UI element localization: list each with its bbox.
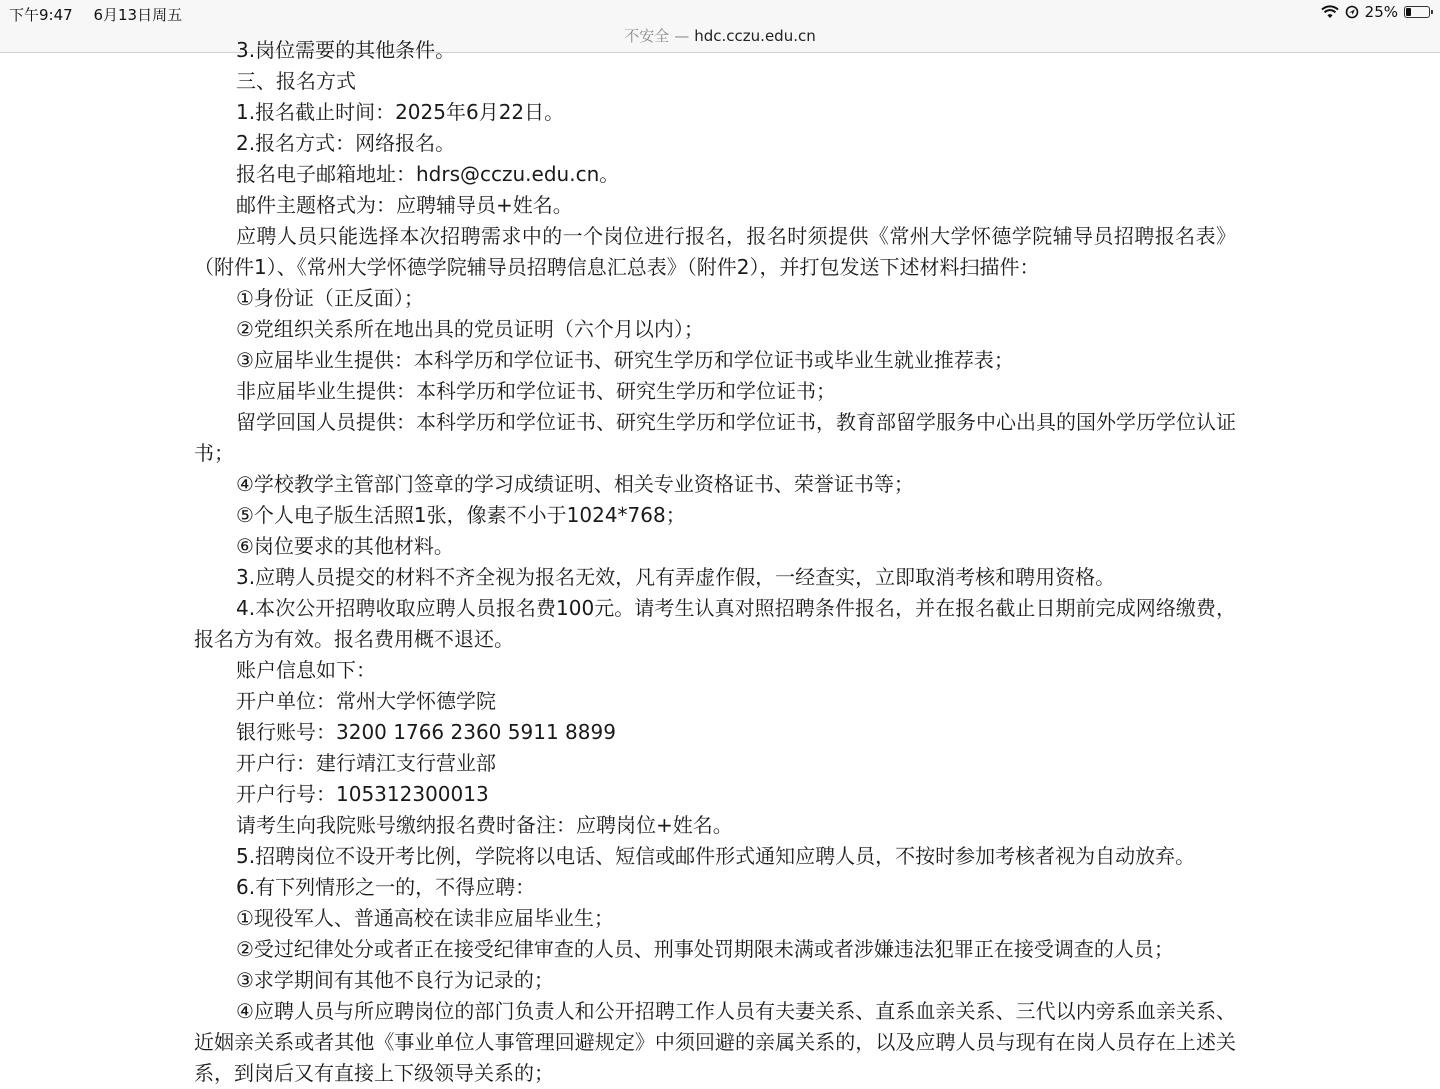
article-paragraph: 银行账号：3200 1766 2360 5911 8899: [236, 720, 616, 744]
article-paragraph: 开户行：建行靖江支行营业部: [236, 751, 496, 775]
battery-level: [1406, 8, 1411, 16]
article-paragraph: ①身份证（正反面）；: [236, 286, 424, 310]
article-paragraph: 非应届毕业生提供：本科学历和学位证书、研究生学历和学位证书；: [236, 379, 836, 403]
article-paragraph: ②党组织关系所在地出具的党员证明（六个月以内）；: [236, 317, 704, 341]
article-paragraph: ④学校教学主管部门签章的学习成绩证明、相关专业资格证书、荣誉证书等；: [236, 472, 914, 496]
article-paragraph: ⑥岗位要求的其他材料。: [236, 534, 454, 558]
article-paragraph: 请考生向我院账号缴纳报名费时备注：应聘岗位+姓名。: [236, 813, 733, 837]
status-time: 下午9:47: [9, 6, 73, 24]
article-paragraph: ⑤个人电子版生活照1张，像素不小于1024*768；: [236, 503, 686, 527]
status-indicators: [1321, 3, 1430, 21]
security-label: 不安全: [624, 27, 670, 45]
article-paragraph: 三、报名方式: [236, 69, 356, 93]
status-bar: [0, 0, 1440, 26]
location-icon: [1345, 5, 1359, 19]
article-paragraph: 留学回国人员提供：本科学历和学位证书、研究生学历和学位证书，教育部留学服务中心出具的国外学历学位认证书；: [194, 410, 1236, 465]
article-paragraph: 1.报名截止时间：2025年6月22日。: [236, 100, 565, 124]
article-paragraph: ③应届毕业生提供：本科学历和学位证书、研究生学历和学位证书或毕业生就业推荐表；: [236, 348, 1014, 372]
article-paragraph: 3.岗位需要的其他条件。: [236, 38, 456, 62]
article-paragraph: 报名电子邮箱地址：hdrs@cczu.edu.cn。: [236, 162, 620, 186]
article-paragraph: 4.本次公开招聘收取应聘人员报名费100元。请考生认真对照招聘条件报名，并在报名截止日期前完成网络缴费，报名方为有效。报名费用概不退还。: [194, 596, 1236, 651]
battery-percentage: 25%: [1364, 3, 1398, 21]
article-paragraph: 账户信息如下：: [236, 658, 376, 682]
battery-icon: [1404, 6, 1430, 18]
article-paragraph: ④应聘人员与所应聘岗位的部门负责人和公开招聘工作人员有夫妻关系、直系血亲关系、三代以内旁系血亲关系、近姻亲关系或者其他《事业单位人事管理回避规定》中须回避的亲属关系的，以及应聘人员与现有在岗人员存在上述关系，到岗后又有直接上下级领导关系的；: [194, 999, 1236, 1085]
article-paragraph: 3.应聘人员提交的材料不齐全视为报名无效，凡有弄虚作假，一经查实，立即取消考核和聘用资格。: [236, 565, 1116, 589]
url-separator: —: [674, 27, 690, 45]
article-paragraph: ①现役军人、普通高校在读非应届毕业生；: [236, 906, 614, 930]
article-paragraph: 开户行号：105312300013: [236, 782, 489, 806]
article-paragraph: 2.报名方式：网络报名。: [236, 131, 456, 155]
article-paragraph: 邮件主题格式为：应聘辅导员+姓名。: [236, 193, 573, 217]
article-body: [194, 35, 1236, 1089]
status-time-date: [9, 4, 182, 25]
page-content: [0, 38, 1440, 1085]
url-domain: hdc.cczu.edu.cn: [694, 27, 816, 45]
wifi-icon: [1321, 5, 1339, 19]
status-date: 6月13日周五: [93, 6, 183, 24]
article-paragraph: 应聘人员只能选择本次招聘需求中的一个岗位进行报名，报名时须提供《常州大学怀德学院辅导员招聘报名表》（附件1）、《常州大学怀德学院辅导员招聘信息汇总表》（附件2），并打包发送下述材料扫描件：: [194, 224, 1236, 279]
article-paragraph: ③求学期间有其他不良行为记录的；: [236, 968, 554, 992]
article-paragraph: 5.招聘岗位不设开考比例，学院将以电话、短信或邮件形式通知应聘人员，不按时参加考核者视为自动放弃。: [236, 844, 1196, 868]
article-paragraph: 开户单位：常州大学怀德学院: [236, 689, 496, 713]
article-paragraph: ②受过纪律处分或者正在接受纪律审查的人员、刑事处罚期限未满或者涉嫌违法犯罪正在接受调查的人员；: [236, 937, 1174, 961]
article-paragraph: 6.有下列情形之一的，不得应聘：: [236, 875, 536, 899]
